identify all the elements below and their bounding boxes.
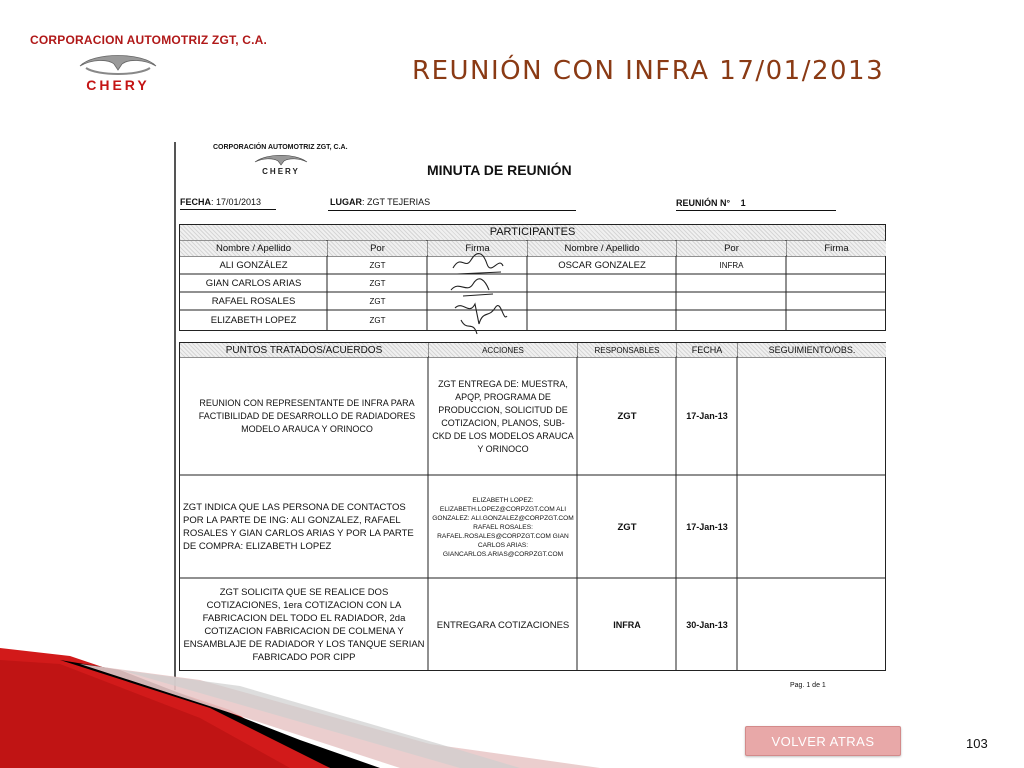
slide-number: 103 <box>966 736 988 751</box>
col-header-responsables: RESPONSABLES <box>578 343 676 357</box>
participant-por-2: INFRA <box>719 261 744 270</box>
reunion-value: 1 <box>740 198 746 208</box>
doc-title: MINUTA DE REUNIÓN <box>427 162 572 178</box>
row-fecha: 17-Jan-13 <box>686 411 728 421</box>
p-header-firma: Firma <box>428 241 527 256</box>
reunion-field <box>676 198 746 208</box>
row-accion: ENTREGARA COTIZACIONES <box>436 619 570 631</box>
lugar-field <box>330 197 430 207</box>
row-responsable: ZGT <box>617 411 637 422</box>
participant-name: RAFAEL ROSALES <box>211 296 296 307</box>
row-fecha: 17-Jan-13 <box>686 521 728 532</box>
participant-por: ZGT <box>369 279 386 288</box>
brand-logo-text: CHERY <box>86 77 150 93</box>
col-header-seguimiento: SEGUIMIENTO/OBS. <box>738 343 886 357</box>
row-punto: REUNION CON REPRESENTANTE DE INFRA PARA FACTIBILIDAD DE DESARROLLO DE RADIADORES MODELO ARAUCA Y ORINOCO <box>198 398 416 434</box>
reunion-label: REUNIÓN N° <box>676 198 731 208</box>
page-title: REUNIÓN CON INFRA 17/01/2013 <box>412 56 885 86</box>
signatures-scribble <box>443 250 523 340</box>
doc-logo <box>249 154 313 176</box>
meeting-minutes-scan <box>173 140 889 692</box>
row-accion: ZGT ENTREGA DE: MUESTRA, APQP, PROGRAMA DE PRODUCCION, SOLICITUD DE COTIZACION, PLANOS, SUB-CKD DE LOS MODELOS ARAUCA Y ORINOCO <box>432 378 574 454</box>
participant-por: ZGT <box>369 261 386 270</box>
row-responsable: ZGT <box>617 521 637 533</box>
doc-company: CORPORACIÓN AUTOMOTRIZ ZGT, C.A. <box>213 144 348 151</box>
p-header-por-2: Por <box>677 241 786 256</box>
col-header-acciones: ACCIONES <box>429 343 577 357</box>
participant-name: ALI GONZÁLEZ <box>219 260 288 271</box>
scan-edge-line <box>174 142 176 690</box>
page-footer: Pag. 1 de 1 <box>790 682 826 689</box>
row-punto: ZGT INDICA QUE LAS PERSONA DE CONTACTOS POR LA PARTE DE ING: ALI GONZALEZ, RAFAEL ROSALES Y GIAN CARLOS ARIAS Y POR LA PARTE DE COMPRA: ELIZABETH LOPEZ <box>183 502 414 552</box>
lugar-underline <box>328 210 576 211</box>
lugar-label: LUGAR <box>330 197 362 207</box>
fecha-field <box>180 197 261 207</box>
participantes-title: PARTICIPANTES <box>180 225 885 240</box>
col-header-puntos: PUNTOS TRATADOS/ACUERDOS <box>180 343 428 357</box>
decorative-swoosh <box>0 640 640 768</box>
col-header-fecha: FECHA <box>677 343 737 357</box>
doc-logo-text: CHERY <box>262 167 300 176</box>
p-header-firma-2: Firma <box>787 241 886 256</box>
fecha-value: : 17/01/2013 <box>211 197 262 207</box>
row-fecha: 30-Jan-13 <box>686 619 728 630</box>
company-name: CORPORACION AUTOMOTRIZ ZGT, C.A. <box>30 33 268 47</box>
fecha-underline <box>180 209 276 210</box>
reunion-underline <box>676 210 836 211</box>
row-seguimiento <box>738 358 886 475</box>
p-header-nombre-2: Nombre / Apellido <box>528 241 676 256</box>
participant-por: ZGT <box>369 297 386 306</box>
chery-logo <box>68 54 168 94</box>
participant-por: ZGT <box>369 316 386 325</box>
row-responsable: INFRA <box>613 619 641 630</box>
row-punto: ZGT SOLICITA QUE SE REALICE DOS COTIZACIONES, 1era COTIZACION CON LA FABRICACION DEL TODO EL RADIADOR, 2da COTIZACION FABRICACION DE COLMENA Y ENSAMBLAJE DE RADIADOR Y LOS TANQUE SERIAN FABRICADO POR CIPP <box>183 587 425 663</box>
fecha-label: FECHA <box>180 197 211 207</box>
back-button[interactable]: VOLVER ATRAS <box>745 726 901 756</box>
row-accion: ELIZABETH LOPEZ: ELIZABETH.LOPEZ@CORPZGT.COM ALI GONZALEZ: ALI.GONZALEZ@CORPZGT.COM RAFAEL ROSALES: RAFAEL.ROSALES@CORPZGT.COM GIAN CARLOS ARIAS: GIANCARLOS.ARIAS@CORPZGT.COM <box>432 496 574 558</box>
p-header-nombre: Nombre / Apellido <box>180 241 327 256</box>
participant-name: ELIZABETH LOPEZ <box>210 315 297 326</box>
participant-name: GIAN CARLOS ARIAS <box>205 278 302 289</box>
row-seguimiento <box>738 476 886 578</box>
participant-name-2: OSCAR GONZALEZ <box>558 260 646 271</box>
row-seguimiento <box>738 579 886 671</box>
p-header-por: Por <box>328 241 427 256</box>
lugar-value: : ZGT TEJERIAS <box>362 197 431 207</box>
